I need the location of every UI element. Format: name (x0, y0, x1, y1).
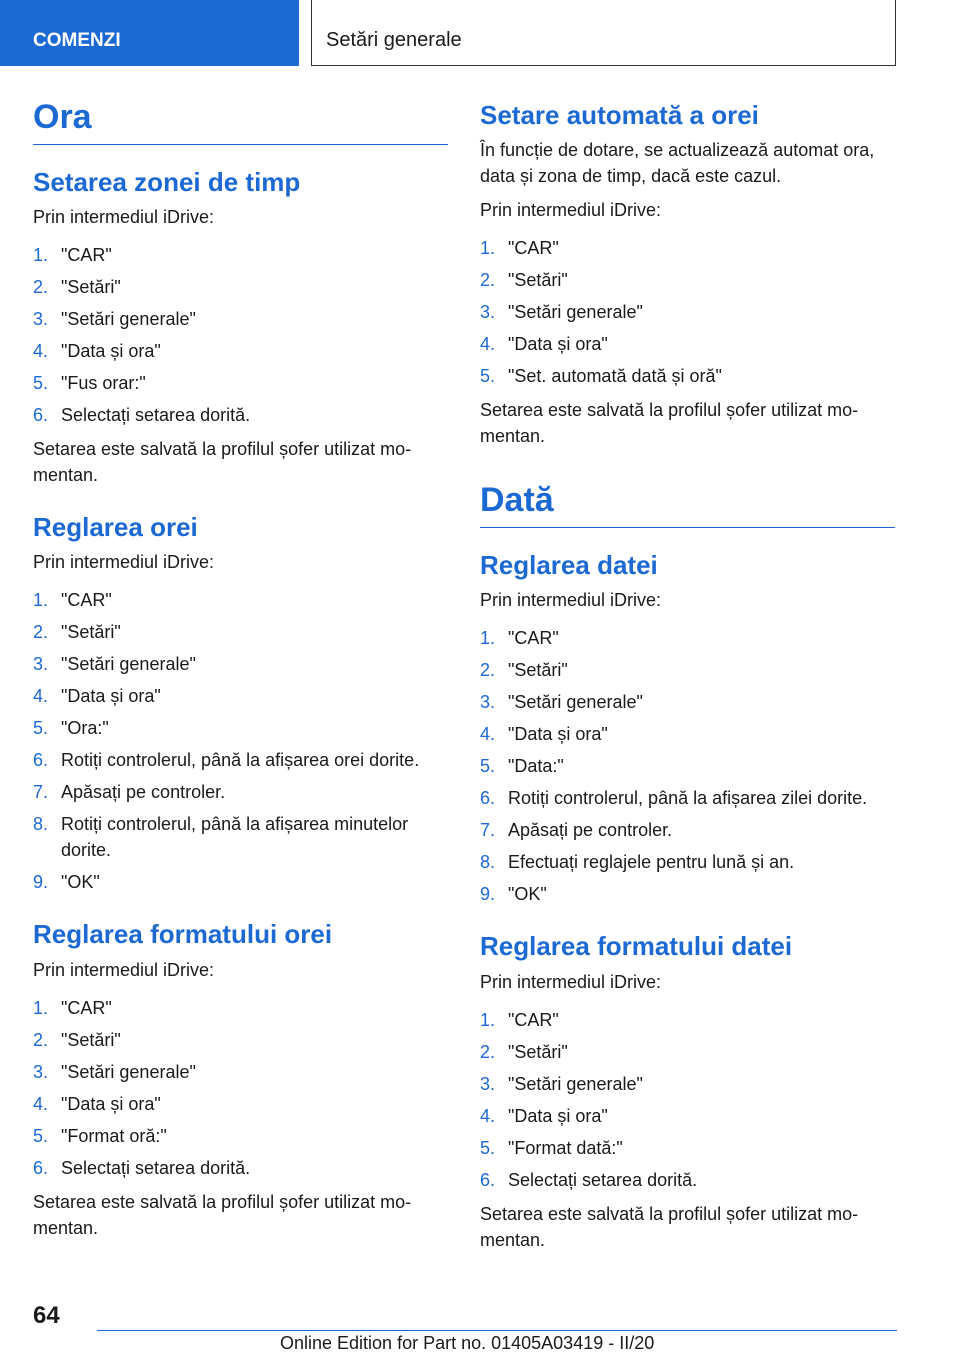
list-item: 2. "Setări" (480, 1041, 568, 1062)
list-item: 4. "Data și ora" (480, 334, 608, 355)
section-description: În funcție de dotare, se actualizează automat ora, data și zona de timp, dacă este cazul. (480, 140, 875, 187)
list-item: 2. "Setări" (480, 270, 568, 291)
chapter-heading-data: Dată (480, 483, 895, 528)
section-note: Setarea este salvată la profilul șofer utilizat mo-mentan. (480, 1203, 859, 1250)
step-list (33, 995, 448, 1181)
list-item: 7. Apăsați pe controler. (33, 782, 226, 803)
list-item: 4. "Data și ora" (480, 1105, 608, 1126)
section-title-set-time: Reglarea orei (33, 512, 198, 543)
page-header (0, 0, 960, 66)
list-item: 4. "Data și ora" (480, 724, 608, 745)
list-item: 6. Rotiți controlerul, până la afișarea zilei dorite. (480, 788, 868, 809)
list-item: 4. "Data și ora" (33, 686, 161, 707)
section-note: Setarea este salvată la profilul șofer utilizat mo-mentan. (33, 439, 412, 486)
list-item: 5. "Format dată:" (480, 1137, 623, 1158)
section-tab: COMENZI (0, 0, 299, 66)
section-note: Setarea este salvată la profilul șofer utilizat mo-mentan. (33, 1191, 412, 1238)
list-item: 2. "Setări" (33, 277, 121, 298)
list-item: 6. Rotiți controlerul, până la afișarea orei dorite. (33, 750, 420, 771)
section-intro: Prin intermediul iDrive: (33, 207, 215, 228)
list-item: 1. "CAR" (480, 238, 559, 259)
list-item: 1. "CAR" (33, 245, 112, 266)
list-item: 9. "OK" (480, 884, 547, 905)
list-item: 5. "Fus orar:" (33, 373, 146, 394)
list-item: 5. "Data:" (480, 756, 564, 777)
step-list (33, 587, 448, 895)
section-title-auto-time: Setare automată a orei (480, 100, 759, 130)
right-column (480, 100, 895, 1261)
section-note: Setarea este salvată la profilul șofer utilizat mo-mentan. (480, 400, 859, 447)
list-item: 2. "Setări" (480, 660, 568, 681)
list-item: 6. Selectați setarea dorită. (33, 405, 251, 426)
list-item: 6. Selectați setarea dorită. (33, 1157, 251, 1178)
list-item: 2. "Setări" (33, 622, 121, 643)
footer-divider (97, 1330, 897, 1331)
list-item: 1. "CAR" (480, 1009, 559, 1030)
list-item: 9. "OK" (33, 872, 100, 893)
left-column (33, 100, 448, 1249)
list-item: 6. Selectați setarea dorită. (480, 1169, 698, 1190)
list-item: 1. "CAR" (33, 997, 112, 1018)
list-item: 3. "Setări generale" (480, 692, 643, 713)
list-item: 8. Efectuați reglajele pentru lună și an. (480, 852, 795, 873)
page-number: 64 (33, 1302, 60, 1329)
list-item: 3. "Setări generale" (33, 654, 196, 675)
step-list (33, 242, 448, 428)
step-list (480, 235, 895, 389)
section-intro: Prin intermediul iDrive: (33, 552, 215, 573)
section-intro: Prin intermediul iDrive: (480, 590, 662, 611)
list-item: 5. "Ora:" (33, 718, 109, 739)
list-item: 3. "Setări generale" (33, 309, 196, 330)
list-item: 1. "CAR" (33, 590, 112, 611)
list-item: 8. Rotiți controlerul, până la afișarea minutelor dorite. (33, 814, 409, 861)
section-title-time-zone: Setarea zonei de timp (33, 167, 301, 197)
page-title-tab: Setări generale (311, 0, 896, 66)
step-list (480, 1007, 895, 1193)
section-intro: Prin intermediul iDrive: (33, 959, 215, 980)
list-item: 3. "Setări generale" (480, 1073, 643, 1094)
section-intro: Prin intermediul iDrive: (480, 971, 662, 992)
footer-edition: Online Edition for Part no. 01405A03419 - II/20 (280, 1333, 655, 1353)
list-item: 4. "Data și ora" (33, 341, 161, 362)
list-item: 5. "Format oră:" (33, 1125, 167, 1146)
chapter-heading-ora: Ora (33, 100, 448, 145)
section-title-set-date: Reglarea datei (480, 550, 658, 581)
list-item: 3. "Setări generale" (33, 1061, 196, 1082)
section-intro: Prin intermediul iDrive: (480, 200, 662, 221)
list-item: 2. "Setări" (33, 1029, 121, 1050)
list-item: 4. "Data și ora" (33, 1093, 161, 1114)
list-item: 3. "Setări generale" (480, 302, 643, 323)
list-item: 5. "Set. automată dată și oră" (480, 366, 722, 387)
section-title-time-format: Reglarea formatului orei (33, 919, 333, 950)
list-item: 7. Apăsați pe controler. (480, 820, 673, 841)
list-item: 1. "CAR" (480, 628, 559, 649)
step-list (480, 625, 895, 907)
section-title-date-format: Reglarea formatului datei (480, 931, 793, 962)
